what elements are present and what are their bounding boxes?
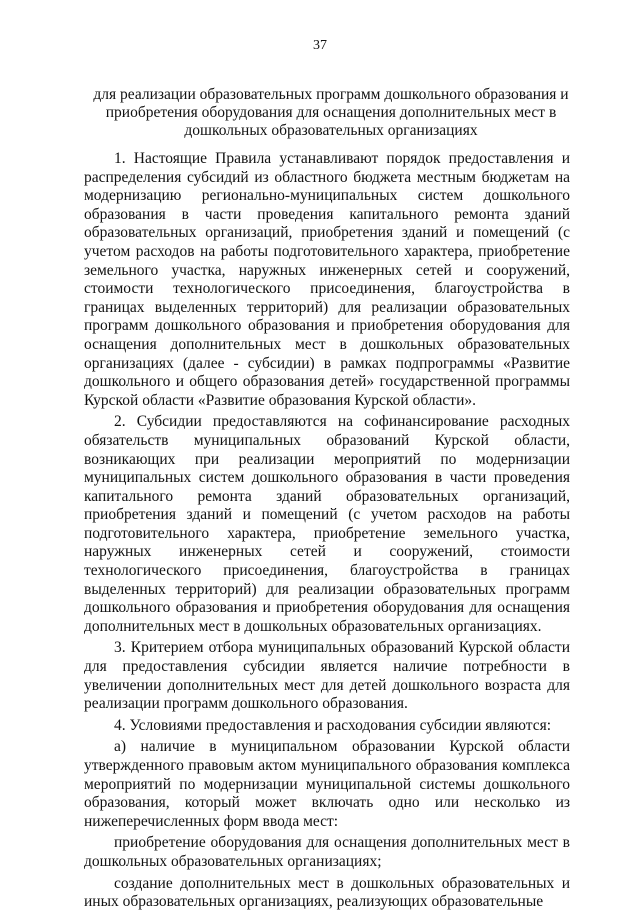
paragraph-3: 3. Критерием отбора муниципальных образований Курской области для предоставления субсидии является наличие потребности в увеличении дополнительных мест для детей дошкольного возраста для реализации программ дошкольного образования. — [84, 639, 570, 713]
document-title: для реализации образовательных программ дошкольного образования и приобретения оборудования для оснащения дополнительных мест в дошкольных образовательных организациях — [93, 86, 569, 139]
document-body — [84, 150, 570, 912]
list-item-equipment: приобретение оборудования для оснащения дополнительных мест в дошкольных образовательных организациях; — [84, 834, 570, 870]
paragraph-4: 4. Условиями предоставления и расходования субсидии являются: — [114, 716, 552, 734]
list-item-additional-places: создание дополнительных мест в дошкольных образовательных и иных образовательных организациях, реализующих образовательные — [84, 874, 570, 911]
paragraph-4a: а) наличие в муниципальном образовании Курской области утвержденного правовым актом муниципального образования комплекса мероприятий по модернизации муниципальной системы дошкольного образования, который может включать одно или несколько из нижеперечисленных форм ввода мест: — [84, 738, 570, 830]
page-number: 37 — [313, 38, 327, 53]
paragraph-1: 1. Настоящие Правила устанавливают порядок предоставления и распределения субсидий из областного бюджета местным бюджетам на модернизацию регионально-муниципальных систем дошкольного образования в части проведения капитального ремонта зданий образовательных организаций, приобретения зданий и помещений (с учетом расходов на работы подготовительного характера, приобретение земельного участка, наружных инженерных сетей и сооружений, стоимости технологического присоединения, благоустройства в границах выделенных территорий) для реализации образовательных программ дошкольного образования и приобретения оборудования для оснащения дополнительных мест в дошкольных образовательных организациях (далее - субсидии) в рамках подпрограммы «Развитие дошкольного и общего образования детей» государственной программы Курской области «Развитие образования Курской области». — [84, 150, 570, 409]
paragraph-2: 2. Субсидии предоставляются на софинансирование расходных обязательств муниципальных образований Курской области, возникающих при реализации мероприятий по модернизации муниципальных систем дошкольного образования в части проведения капитального ремонта зданий образовательных организаций, приобретения зданий и помещений (с учетом расходов на работы подготовительного характера, приобретение земельного участка, наружных инженерных сетей и сооружений, стоимости технологического присоединения, благоустройства в границах выделенных территорий) для реализации образовательных программ дошкольного образования и приобретения оборудования для оснащения дополнительных мест в дошкольных образовательных организациях. — [84, 413, 570, 635]
